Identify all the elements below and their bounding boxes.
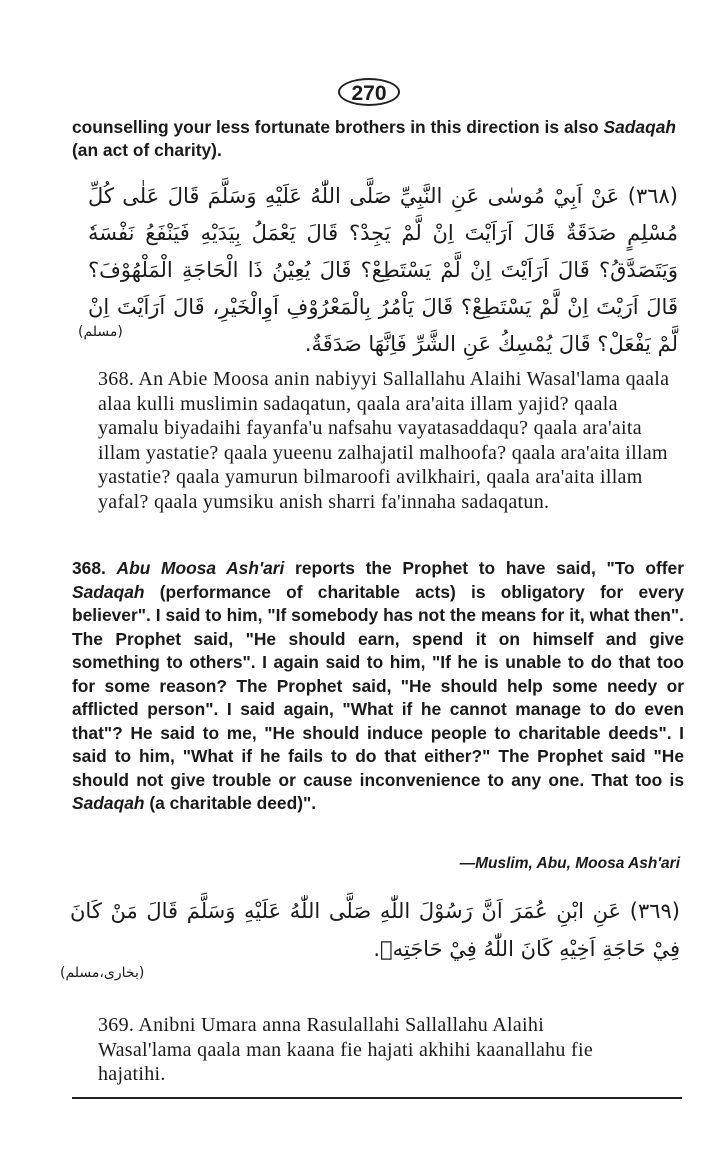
page-number: 270 xyxy=(338,78,400,106)
hadith-368-translation xyxy=(72,557,684,816)
intro-term: Sadaqah xyxy=(603,117,676,137)
intro-paragraph xyxy=(72,116,682,162)
hadith-369-citation: (بخاری،مسلم) xyxy=(60,965,145,981)
intro-term-gloss: (an act of charity). xyxy=(72,140,222,160)
hadith-368-citation: (مسلم) xyxy=(78,324,123,340)
translation-narrator: Abu Moosa Ash'ari xyxy=(116,558,285,578)
hadith-369-arabic: (٣٦٩) عَنِ ابْنِ عُمَرَ اَنَّ رَسُوْلَ اللّٰهِ صَلَّى اللّٰهُ عَلَيْهِ وَسَلَّمَ قَالَ مَنْ كَانَ فِيْ حَاجَةِ اَخِيْهِ كَانَ اللّٰهُ فِيْ حَاجَتِهٖ. xyxy=(70,899,680,961)
translation-part-1: reports the Prophet to have said, "To offer xyxy=(295,558,684,578)
hadith-368-transliteration: 368. An Abie Moosa anin nabiyyi Sallallahu Alaihi Wasal'lama qaala alaa kulli muslimin sadaqatun, qaala ara'aita illam yajid? qaala yamalu biyadaihi fayanfa'u nafsahu vayatasaddaqu? qaala ara'aita illam yastatie? qaala yueenu zalhajatil malhoofa? qaala ara'aita illam yastatie? qaala yamurun bilmaroofi avilkhairi, qaala ara'aita illam yafal? qaala yumsiku anish sharri fa'innaha sadaqatun. xyxy=(98,368,670,513)
translation-part-2: (performance of charitable acts) is obligatory for every believer". I said to him, "If somebody has not the means for it, what then". The Prophet said, "He should earn, spend it on himself and give something to others". I again said to him, "If he is unable to do that too for some reason? The Prophet said, "He should help some needy or afflicted person". I said again, "What if he cannot manage to do even that"? He said to me, "He should induce people to charitable deeds". I said to him, "What if he fails to do that either?" The Prophet said "He should not give trouble or cause inconvenience to any one. That too is xyxy=(72,581,684,790)
hadith-368-arabic: (٣٦٨) عَنْ اَبِيْ مُوسٰى عَنِ النَّبِيِّ صَلَّى اللّٰهُ عَلَيْهِ وَسَلَّمَ قَالَ عَلٰى كُلِّ مُسْلِمٍ صَدَقَةٌ قَالَ اَرَاَيْتَ اِنْ لَّمْ يَجِدْ؟ قَالَ يَعْمَلُ بِيَدَيْهِ فَيَنْفَعُ نَفْسَهٗ وَيَتَصَدَّقُ؟ قَالَ اَرَاَيْتَ اِنْ لَّمْ يَسْتَطِعْ؟ قَالَ يُعِيْنُ ذَا الْحَاجَةِ الْمَلْهُوْفَ؟ قَالَ اَرَيْتَ اِنْ لَّمْ يَسْتَطِعْ؟ قَالَ يَاْمُرُ بِالْمَعْرُوْفِ اَوِالْخَيْرِ، قَالَ اَرَاَيْتَ اِنْ لَّمْ يَفْعَلْ؟ قَالَ يُمْسِكُ عَنِ الشَّرِّ فَاِنَّهَا صَدَقَةٌ. xyxy=(88,184,678,356)
hadith-369-transliteration: 369. Anibni Umara anna Rasulallahi Sallallahu Alaihi Wasal'lama qaala man kaana fie hajati akhihi kaanallahu fie hajatihi. xyxy=(98,1014,594,1085)
translation-term: Sadaqah xyxy=(72,581,145,602)
translation-part-3: (a charitable deed)". xyxy=(149,793,317,813)
hadith-368-attribution: —Muslim, Abu, Moosa Ash'ari xyxy=(459,855,680,872)
translation-term-2: Sadaqah xyxy=(72,793,145,813)
intro-text: counselling your less fortunate brothers in this direction is also xyxy=(72,117,599,137)
translation-number: 368. xyxy=(72,558,106,578)
bottom-divider xyxy=(72,1097,682,1099)
